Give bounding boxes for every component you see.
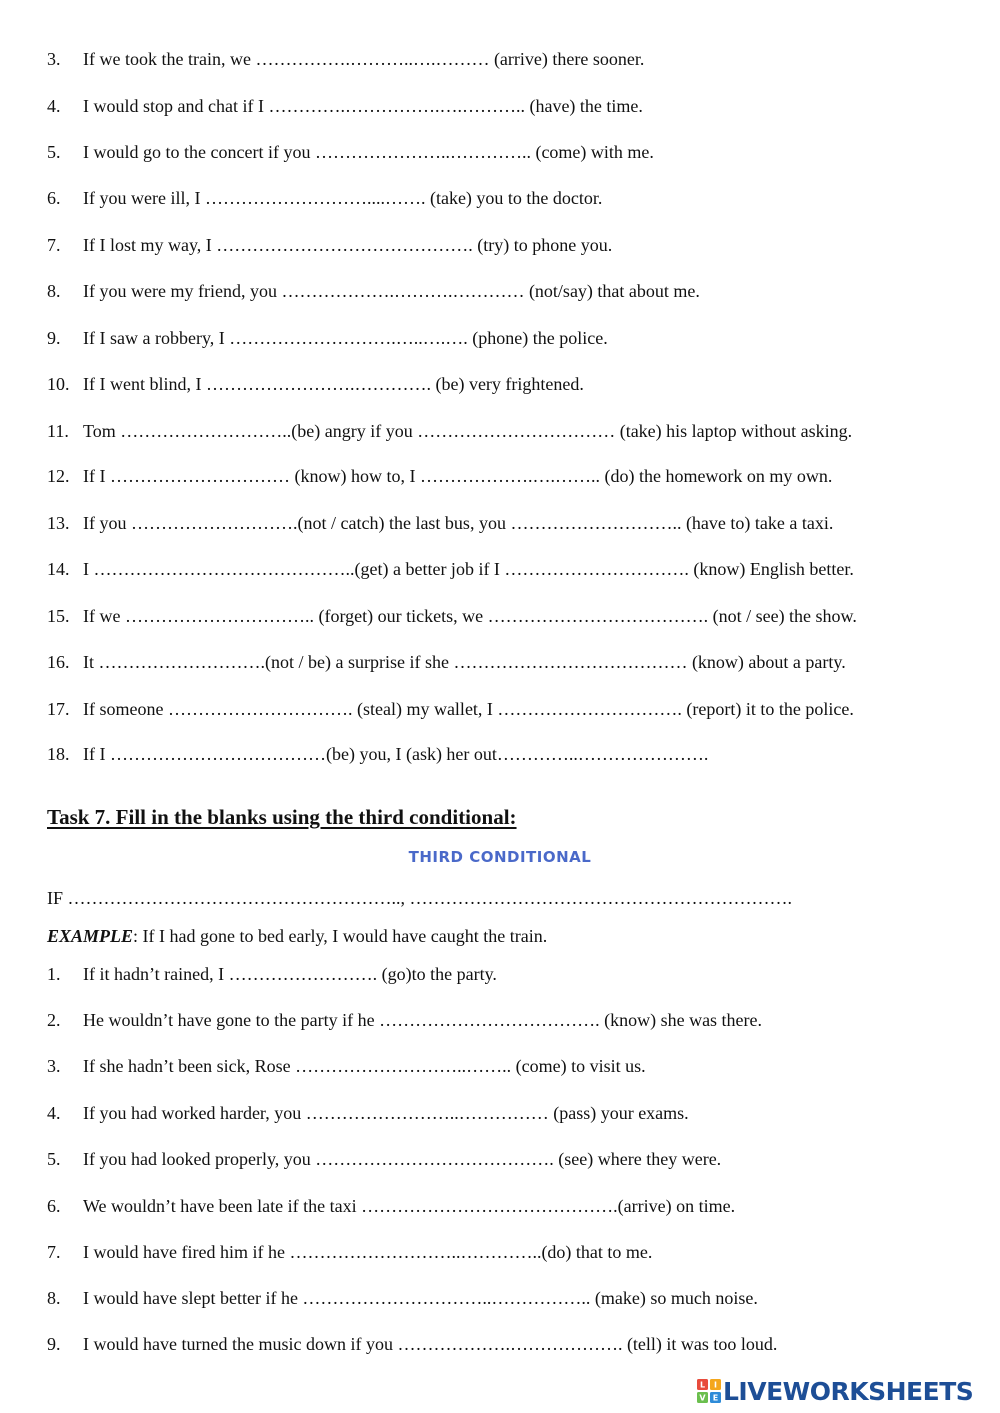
item-sentence: If someone …………………………. (steal) my wallet, I …………………………. (report) it to the police. bbox=[83, 699, 854, 719]
list-item bbox=[0, 697, 1000, 721]
item-sentence: Tom ………………………..(be) angry if you …………………………… (take) his laptop without asking. bbox=[83, 421, 853, 441]
item-sentence: We wouldn’t have been late if the taxi …………………………………….(arrive) on time. bbox=[83, 1196, 736, 1216]
item-number: 10. bbox=[47, 374, 70, 394]
item-sentence: If you had looked properly, you …………………………………. (see) where they were. bbox=[83, 1149, 722, 1169]
list-item bbox=[0, 326, 1000, 350]
svg-text:I: I bbox=[714, 1380, 717, 1390]
item-number: 5. bbox=[47, 142, 61, 162]
list-item bbox=[0, 1008, 1000, 1032]
list-item bbox=[0, 557, 1000, 581]
item-number: 5. bbox=[47, 1149, 61, 1169]
list-item bbox=[0, 742, 1000, 766]
item-sentence: I ……………………………………..(get) a better job if I …………………………. (know) English better. bbox=[83, 559, 854, 579]
list-item bbox=[0, 650, 1000, 674]
list-item bbox=[0, 1194, 1000, 1218]
item-number: 14. bbox=[47, 559, 70, 579]
item-number: 2. bbox=[47, 1010, 61, 1030]
list-item bbox=[0, 1286, 1000, 1310]
task7-heading: Task 7. Fill in the blanks using the third conditional: bbox=[47, 805, 517, 829]
item-sentence: If we took the train, we …………….………..….……… (arrive) there sooner. bbox=[83, 49, 645, 69]
list-item bbox=[0, 279, 1000, 303]
item-number: 6. bbox=[47, 188, 61, 208]
item-sentence: If you were ill, I ………………………....……. (take) you to the doctor. bbox=[83, 188, 603, 208]
list-item bbox=[0, 464, 1000, 488]
item-sentence: If I ………………………………(be) you, I (ask) her out…………..…………………. bbox=[83, 744, 709, 764]
item-number: 13. bbox=[47, 513, 70, 533]
item-number: 3. bbox=[47, 1056, 61, 1076]
item-number: 16. bbox=[47, 652, 70, 672]
svg-text:V: V bbox=[699, 1393, 706, 1403]
item-number: 4. bbox=[47, 1103, 61, 1123]
svg-text:L: L bbox=[699, 1380, 706, 1390]
item-number: 17. bbox=[47, 699, 70, 719]
list-item bbox=[0, 419, 1000, 443]
item-sentence: He wouldn’t have gone to the party if he ………………………………. (know) she was there. bbox=[83, 1010, 763, 1030]
example-label: EXAMPLE bbox=[47, 926, 134, 946]
item-sentence: I would have turned the music down if you ……………….………………. (tell) it was too loud. bbox=[83, 1334, 778, 1354]
list-item bbox=[0, 1332, 1000, 1356]
liveworksheets-logo bbox=[697, 1375, 993, 1407]
item-sentence: If you ……………………….(not / catch) the last bus, you ……………………….. (have to) take a taxi. bbox=[83, 513, 834, 533]
item-number: 6. bbox=[47, 1196, 61, 1216]
item-sentence: It ……………………….(not / be) a surprise if she ………………………………… (know) about a party. bbox=[83, 652, 846, 672]
logo-text: LIVEWORKSHEETS bbox=[723, 1376, 974, 1406]
item-number: 1. bbox=[47, 964, 61, 984]
item-sentence: If I ………………………… (know) how to, I ……………….….…….. (do) the homework on my own. bbox=[83, 466, 833, 486]
list-item bbox=[0, 1147, 1000, 1171]
list-item bbox=[0, 233, 1000, 257]
item-number: 9. bbox=[47, 328, 61, 348]
if-formula-line: IF ……………………………………………….., ………………………………………………………. bbox=[47, 888, 793, 908]
list-item bbox=[0, 511, 1000, 535]
item-number: 8. bbox=[47, 1288, 61, 1308]
list-item bbox=[0, 372, 1000, 396]
item-sentence: If we ………………………….. (forget) our tickets, we ………………………………. (not / see) the show. bbox=[83, 606, 857, 626]
item-number: 11. bbox=[47, 421, 69, 441]
item-sentence: If you were my friend, you ……………….……….………… (not/say) that about me. bbox=[83, 281, 700, 301]
list-item bbox=[0, 962, 1000, 986]
item-sentence: If she hadn’t been sick, Rose ………………………..…….. (come) to visit us. bbox=[83, 1056, 646, 1076]
svg-text:E: E bbox=[712, 1393, 719, 1403]
item-number: 18. bbox=[47, 744, 70, 764]
list-item bbox=[0, 47, 1000, 71]
item-number: 3. bbox=[47, 49, 61, 69]
example-line bbox=[47, 924, 547, 948]
item-sentence: I would have fired him if he ………………………..…………..(do) that to me. bbox=[83, 1242, 653, 1262]
list-item bbox=[0, 1240, 1000, 1264]
item-number: 7. bbox=[47, 235, 61, 255]
list-item bbox=[0, 604, 1000, 628]
item-number: 15. bbox=[47, 606, 70, 626]
item-number: 12. bbox=[47, 466, 70, 486]
example-sentence: : If I had gone to bed early, I would have caught the train. bbox=[133, 926, 548, 946]
list-item bbox=[0, 1101, 1000, 1125]
item-sentence: If you had worked harder, you ……………………..…………… (pass) your exams. bbox=[83, 1103, 689, 1123]
item-sentence: I would have slept better if he …………………………..…………….. (make) so much noise. bbox=[83, 1288, 758, 1308]
item-number: 9. bbox=[47, 1334, 61, 1354]
item-sentence: If I saw a robbery, I ……………………….…..….…. (phone) the police. bbox=[83, 328, 608, 348]
item-number: 7. bbox=[47, 1242, 61, 1262]
item-sentence: If I lost my way, I ……………………………………. (try) to phone you. bbox=[83, 235, 613, 255]
item-sentence: If I went blind, I …………………….…………. (be) very frightened. bbox=[83, 374, 584, 394]
section-subtitle: THIRD CONDITIONAL bbox=[408, 848, 592, 866]
item-sentence: I would go to the concert if you …………………..………….. (come) with me. bbox=[83, 142, 654, 162]
item-sentence: If it hadn’t rained, I ……………………. (go)to the party. bbox=[83, 964, 497, 984]
list-item bbox=[0, 1054, 1000, 1078]
list-item bbox=[0, 140, 1000, 164]
item-number: 8. bbox=[47, 281, 61, 301]
item-sentence: I would stop and chat if I ………….…………….….……….. (have) the time. bbox=[83, 96, 643, 116]
list-item bbox=[0, 94, 1000, 118]
list-item bbox=[0, 186, 1000, 210]
item-number: 4. bbox=[47, 96, 61, 116]
liveworksheets-logo-icon bbox=[697, 1379, 721, 1403]
